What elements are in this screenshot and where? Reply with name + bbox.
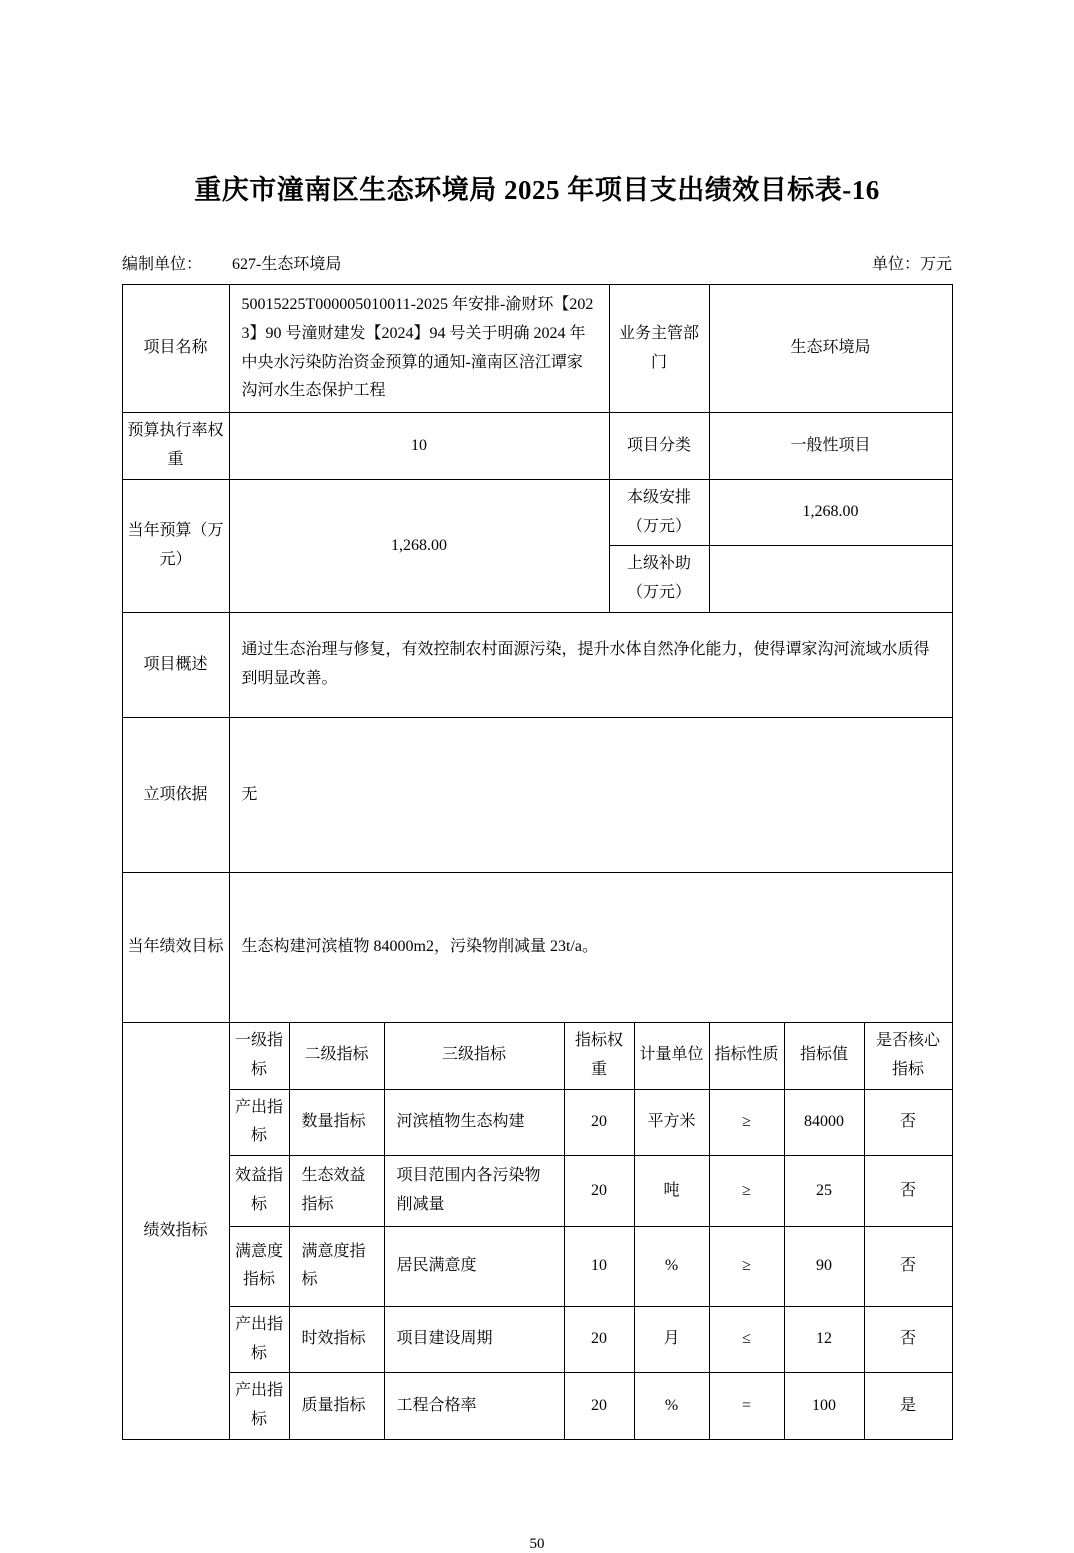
indicator-level3: 居民满意度 xyxy=(384,1226,564,1306)
table-row xyxy=(122,873,952,1023)
goal-label: 当年绩效目标 xyxy=(122,873,229,1023)
indicator-level2: 生态效益指标 xyxy=(289,1156,384,1227)
superior-subsidy-value xyxy=(709,546,952,613)
goal-value: 生态构建河滨植物 84000m2，污染物削减量 23t/a。 xyxy=(229,873,952,1023)
indicator-nature: = xyxy=(709,1373,784,1440)
compiling-unit xyxy=(122,251,341,274)
superior-subsidy-label: 上级补助（万元） xyxy=(609,546,709,613)
indicator-weight: 20 xyxy=(564,1306,634,1373)
header-unit: 计量单位 xyxy=(634,1023,709,1090)
indicator-header-row xyxy=(122,1023,952,1090)
indicator-nature: ≥ xyxy=(709,1089,784,1156)
indicator-row xyxy=(122,1226,952,1306)
indicator-unit: 月 xyxy=(634,1306,709,1373)
indicator-level2: 时效指标 xyxy=(289,1306,384,1373)
basis-value: 无 xyxy=(229,718,952,873)
header-core: 是否核心指标 xyxy=(864,1023,952,1090)
category-value: 一般性项目 xyxy=(709,413,952,480)
indicator-level3: 项目建设周期 xyxy=(384,1306,564,1373)
indicator-core: 否 xyxy=(864,1156,952,1227)
header-nature: 指标性质 xyxy=(709,1023,784,1090)
basis-label: 立项依据 xyxy=(122,718,229,873)
table-row xyxy=(122,613,952,718)
page-title: 重庆市潼南区生态环境局 2025 年项目支出绩效目标表-16 xyxy=(194,175,880,206)
table-row xyxy=(122,479,952,546)
header-level3: 三级指标 xyxy=(384,1023,564,1090)
indicators-section-label: 绩效指标 xyxy=(122,1023,229,1440)
local-arrange-label: 本级安排（万元） xyxy=(609,479,709,546)
header-value: 指标值 xyxy=(784,1023,864,1090)
overview-label: 项目概述 xyxy=(122,613,229,718)
dept-label: 业务主管部门 xyxy=(609,285,709,413)
indicator-core: 否 xyxy=(864,1226,952,1306)
indicator-weight: 20 xyxy=(564,1089,634,1156)
indicator-unit: 平方米 xyxy=(634,1089,709,1156)
indicator-row xyxy=(122,1156,952,1227)
indicator-weight: 20 xyxy=(564,1156,634,1227)
indicator-level2: 数量指标 xyxy=(289,1089,384,1156)
compiling-unit-value: 627-生态环境局 xyxy=(232,256,342,274)
project-name-value: 50015225T000005010011-2025 年安排-渝财环【2023】90 号潼财建发【2024】94 号关于明确 2024 年中央水污染防治资金预算的通知-潼南区涪江谭家沟河水生态保护工程 xyxy=(229,285,609,413)
indicator-value: 90 xyxy=(784,1226,864,1306)
indicator-unit: % xyxy=(634,1226,709,1306)
indicator-unit: % xyxy=(634,1373,709,1440)
table-row xyxy=(122,413,952,480)
document-page xyxy=(0,18,1074,1553)
header-level2: 二级指标 xyxy=(289,1023,384,1090)
indicator-unit: 吨 xyxy=(634,1156,709,1227)
indicator-row xyxy=(122,1089,952,1156)
header-weight: 指标权重 xyxy=(564,1023,634,1090)
indicator-nature: ≤ xyxy=(709,1306,784,1373)
page-number: 50 xyxy=(529,1536,545,1553)
meta-row xyxy=(122,251,952,274)
annual-budget-label: 当年预算（万元） xyxy=(122,479,229,612)
performance-indicator-table xyxy=(122,1022,953,1440)
indicator-level3: 项目范围内各污染物削减量 xyxy=(384,1156,564,1227)
indicator-value: 100 xyxy=(784,1373,864,1440)
local-arrange-value: 1,268.00 xyxy=(709,479,952,546)
indicator-weight: 10 xyxy=(564,1226,634,1306)
indicator-value: 12 xyxy=(784,1306,864,1373)
indicator-level3: 工程合格率 xyxy=(384,1373,564,1440)
indicator-level3: 河滨植物生态构建 xyxy=(384,1089,564,1156)
budget-weight-label: 预算执行率权重 xyxy=(122,413,229,480)
currency-unit-label: 单位：万元 xyxy=(871,256,952,274)
indicator-level2: 质量指标 xyxy=(289,1373,384,1440)
header-level1: 一级指标 xyxy=(229,1023,289,1090)
budget-weight-value: 10 xyxy=(229,413,609,480)
compiling-unit-label: 编制单位： xyxy=(122,256,203,274)
table-row xyxy=(122,285,952,413)
indicator-level1: 产出指标 xyxy=(229,1089,289,1156)
indicator-value: 25 xyxy=(784,1156,864,1227)
category-label: 项目分类 xyxy=(609,413,709,480)
dept-value: 生态环境局 xyxy=(709,285,952,413)
table-row xyxy=(122,718,952,873)
project-info-table xyxy=(122,284,953,1023)
indicator-core: 是 xyxy=(864,1373,952,1440)
indicator-level1: 满意度指标 xyxy=(229,1226,289,1306)
indicator-row xyxy=(122,1306,952,1373)
indicator-core: 否 xyxy=(864,1306,952,1373)
indicator-weight: 20 xyxy=(564,1373,634,1440)
indicator-level1: 产出指标 xyxy=(229,1373,289,1440)
indicator-nature: ≥ xyxy=(709,1226,784,1306)
indicator-level1: 产出指标 xyxy=(229,1306,289,1373)
overview-value: 通过生态治理与修复，有效控制农村面源污染，提升水体自然净化能力，使得谭家沟河流域水质得到明显改善。 xyxy=(229,613,952,718)
indicator-core: 否 xyxy=(864,1089,952,1156)
indicator-value: 84000 xyxy=(784,1089,864,1156)
project-name-label: 项目名称 xyxy=(122,285,229,413)
annual-budget-value: 1,268.00 xyxy=(229,479,609,612)
indicator-level2: 满意度指标 xyxy=(289,1226,384,1306)
indicator-nature: ≥ xyxy=(709,1156,784,1227)
indicator-row xyxy=(122,1373,952,1440)
indicator-level1: 效益指标 xyxy=(229,1156,289,1227)
